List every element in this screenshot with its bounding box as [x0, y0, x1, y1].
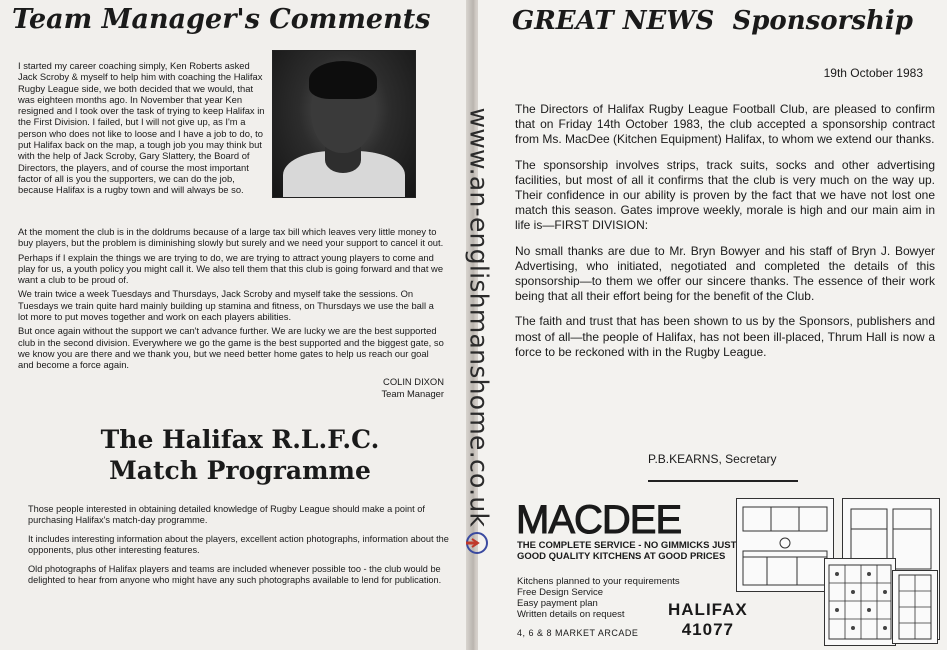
sponsorship-title: GREAT NEWS Sponsorship [512, 6, 913, 36]
sponsorship-paragraph: No small thanks are due to Mr. Bryn Bowyer and his staff of Bryn J. Bowyer Advertising, who initiated, negotiated and completed the details of this sponsorship—to them we offer our sincere thanks. The essence of their work being that all their effort being for the benefit of the Club. [515, 243, 935, 304]
divider-rule [648, 480, 798, 482]
macdee-advert [508, 496, 938, 646]
programme-paragraph: It includes interesting information about the players, excellent action photographs, information about the opponents, plus other interesting features. [28, 534, 449, 555]
advert-service-item: Kitchens planned to your requirements [517, 576, 680, 587]
advert-tagline: THE COMPLETE SERVICE - NO GIMMICKS JUST GOOD QUALITY KITCHENS AT GOOD PRICES [517, 540, 737, 562]
manager-paragraph: But once again without the support we can't advance further. We are lucky we are the best supported club in the second division. Everywhere we go the game is the best supported and the biggest gate, so we know you are there and we thank you, but we need better home gates to help us reach our goal and become a force again. [18, 325, 444, 371]
advert-service-item: Easy payment plan [517, 598, 598, 609]
watermark-logo-icon [464, 530, 490, 556]
secretary-signoff: P.B.KEARNS, Secretary [648, 452, 777, 466]
programme-paragraph: Those people interested in obtaining detailed knowledge of Rugby League should make a point of purchasing Halifax's match-day programme. [28, 504, 425, 525]
manager-paragraph: At the moment the club is in the doldrums because of a large tax bill which leaves very little money to buy players, but the problem is diminishing slowly but surely and we need your support to cancel it out. [18, 226, 444, 249]
sponsorship-paragraph: The sponsorship involves strips, track suits, socks and other advertising facilities, but most of all it confirms that the club is very much on the way up. Their confidence in our ability is proven by the fact that we have not lost one match this season. Gates improve weekly, morale is high and our main aim in life is—FIRST DIVISION: [515, 157, 935, 233]
advert-services [517, 576, 680, 620]
advert-service-item: Written details on request [517, 609, 625, 620]
manager-paragraph: We train twice a week Tuesdays and Thursdays, Jack Scroby and myself take the sessions. On Tuesdays we train quite hard mainly building up stamina and fitness, on Thursdays we use the ball a lot more to put moves together and work on each players abilities. [18, 288, 434, 323]
left-page [0, 0, 470, 650]
kitchen-illustration-3 [824, 558, 896, 646]
advert-address: 4, 6 & 8 MARKET ARCADE [517, 628, 639, 638]
programme-title-line-1: The Halifax R.L.F.C. [100, 425, 380, 454]
sponsorship-paragraph: The Directors of Halifax Rugby League Football Club, are pleased to confirm that on Friday 14th October 1983, the club accepted a sponsorship contract from Ms. MacDee (Kitchen Equipment) Halifax, to whom we extend our thanks. [515, 102, 935, 147]
advert-phone: 41077 [681, 620, 734, 639]
manager-signature-name: COLIN DIXON [383, 376, 444, 387]
manager-paragraph: I started my career coaching simply, Ken Roberts asked Jack Scroby & myself to help him with coaching the Halifax Rugby League side, we both decided that we would, that was eighteen months ago. In November that year Ken resigned and I took over the task of trying to keep Halifax in the First Division. I failed, but I will not give up, as I'm a person who does not like to loose and I have a job to do, to put Halifax back on the map, a tough job you may think but with the help of Jack Scroby, Gary Slattery, the Board of Directors, the players, and of course the most important factor of all is you the supporters, we can do the job, because Halifax is a rugby town and will always be so. [18, 60, 265, 196]
manager-paragraph: Perhaps if I explain the things we are trying to do, we are trying to attract young players to come and play for us, a youth policy you might call it. We also tell them that this club is going forward and that we want a club to be proud of. [18, 251, 444, 286]
programme-paragraph: Old photographs of Halifax players and teams are included whenever possible too - the club would be delighted to hear from anyone who might have any such photographs available to lend for publication. [28, 564, 442, 585]
programme-body [28, 504, 456, 589]
kitchen-illustration-1 [736, 498, 834, 592]
manager-comments-title: Team Manager's Comments [12, 4, 431, 35]
advert-service-item: Free Design Service [517, 587, 604, 598]
manager-signature-role: Team Manager [381, 388, 444, 399]
advert-town: HALIFAX [668, 600, 748, 619]
macdee-logo: MACDEE [516, 498, 682, 542]
programme-title-line-2: Match Programme [109, 456, 371, 485]
manager-comments-body-cont [18, 226, 446, 374]
watermark-text: www.an-englishmanshome.co.uk [464, 107, 494, 527]
manager-comments-body [18, 60, 446, 199]
advert-phone-block [668, 600, 748, 640]
right-page [478, 0, 947, 650]
sponsorship-paragraph: The faith and trust that has been shown to us by the Sponsors, publishers and most of all—the people of Halifax, has not been ill-placed, Thrum Hall is now a force to be reckoned with in the Rugby League. [515, 314, 935, 359]
website-watermark [462, 82, 496, 552]
letter-date: 19th October 1983 [823, 66, 923, 80]
kitchen-illustration-4 [892, 570, 938, 644]
sponsorship-body [515, 102, 935, 370]
